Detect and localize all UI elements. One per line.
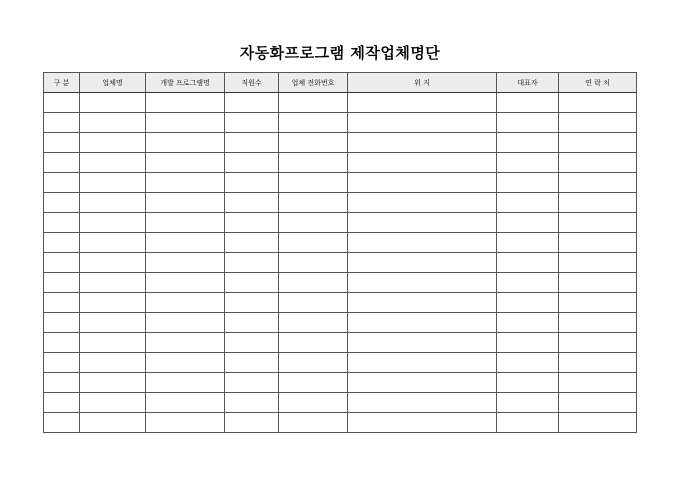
cell-program-name: [146, 373, 225, 393]
cell-company-phone: [279, 253, 348, 273]
cell-program-name: [146, 313, 225, 333]
table-row: [44, 333, 637, 353]
cell-company-phone: [279, 293, 348, 313]
cell-representative: [497, 393, 559, 413]
cell-employee-count: [225, 393, 279, 413]
cell-company-name: [80, 413, 146, 433]
table-row: [44, 233, 637, 253]
table-row: [44, 293, 637, 313]
cell-contact: [559, 253, 637, 273]
column-header-representative: 대표자: [497, 73, 559, 93]
table-row: [44, 173, 637, 193]
column-header-program-name: 개발 프로그램명: [146, 73, 225, 93]
cell-program-name: [146, 193, 225, 213]
table-body: [44, 93, 637, 433]
cell-category: [44, 313, 80, 333]
header-row: [44, 73, 637, 93]
cell-company-name: [80, 313, 146, 333]
table-row: [44, 113, 637, 133]
cell-location: [348, 193, 497, 213]
cell-contact: [559, 273, 637, 293]
cell-representative: [497, 213, 559, 233]
cell-representative: [497, 233, 559, 253]
cell-category: [44, 413, 80, 433]
cell-employee-count: [225, 113, 279, 133]
cell-category: [44, 273, 80, 293]
cell-employee-count: [225, 153, 279, 173]
cell-employee-count: [225, 213, 279, 233]
cell-location: [348, 313, 497, 333]
cell-location: [348, 153, 497, 173]
cell-location: [348, 353, 497, 373]
cell-program-name: [146, 393, 225, 413]
cell-representative: [497, 253, 559, 273]
table-row: [44, 213, 637, 233]
cell-location: [348, 133, 497, 153]
cell-program-name: [146, 353, 225, 373]
cell-category: [44, 373, 80, 393]
cell-contact: [559, 293, 637, 313]
cell-company-name: [80, 233, 146, 253]
cell-company-name: [80, 213, 146, 233]
cell-contact: [559, 153, 637, 173]
cell-contact: [559, 113, 637, 133]
column-header-category: 구 분: [44, 73, 80, 93]
cell-representative: [497, 193, 559, 213]
cell-contact: [559, 173, 637, 193]
cell-program-name: [146, 113, 225, 133]
cell-company-name: [80, 273, 146, 293]
cell-company-phone: [279, 133, 348, 153]
cell-program-name: [146, 233, 225, 253]
cell-representative: [497, 293, 559, 313]
cell-location: [348, 253, 497, 273]
cell-program-name: [146, 253, 225, 273]
cell-representative: [497, 113, 559, 133]
column-header-company-name: 업체명: [80, 73, 146, 93]
table-row: [44, 273, 637, 293]
cell-company-name: [80, 333, 146, 353]
cell-company-name: [80, 93, 146, 113]
cell-representative: [497, 273, 559, 293]
table-row: [44, 133, 637, 153]
cell-category: [44, 93, 80, 113]
cell-category: [44, 113, 80, 133]
company-roster-table: [43, 72, 637, 433]
cell-location: [348, 333, 497, 353]
cell-contact: [559, 233, 637, 253]
cell-contact: [559, 373, 637, 393]
cell-program-name: [146, 173, 225, 193]
cell-company-phone: [279, 193, 348, 213]
cell-representative: [497, 333, 559, 353]
cell-location: [348, 273, 497, 293]
cell-location: [348, 413, 497, 433]
cell-program-name: [146, 93, 225, 113]
cell-company-name: [80, 353, 146, 373]
cell-employee-count: [225, 293, 279, 313]
cell-contact: [559, 213, 637, 233]
cell-location: [348, 173, 497, 193]
cell-employee-count: [225, 253, 279, 273]
cell-company-phone: [279, 313, 348, 333]
cell-contact: [559, 413, 637, 433]
cell-company-phone: [279, 93, 348, 113]
cell-representative: [497, 173, 559, 193]
cell-representative: [497, 353, 559, 373]
cell-company-phone: [279, 113, 348, 133]
cell-company-name: [80, 253, 146, 273]
cell-company-name: [80, 393, 146, 413]
cell-employee-count: [225, 333, 279, 353]
cell-location: [348, 393, 497, 413]
table-row: [44, 393, 637, 413]
cell-contact: [559, 313, 637, 333]
cell-employee-count: [225, 273, 279, 293]
cell-category: [44, 213, 80, 233]
cell-company-phone: [279, 273, 348, 293]
cell-representative: [497, 93, 559, 113]
page-title: 자동화프로그램 제작업체명단: [239, 44, 441, 62]
cell-representative: [497, 313, 559, 333]
cell-program-name: [146, 333, 225, 353]
cell-location: [348, 293, 497, 313]
cell-category: [44, 333, 80, 353]
column-header-employee-count: 직원수: [225, 73, 279, 93]
cell-employee-count: [225, 93, 279, 113]
cell-program-name: [146, 213, 225, 233]
cell-employee-count: [225, 413, 279, 433]
cell-employee-count: [225, 173, 279, 193]
table-row: [44, 253, 637, 273]
column-header-contact: 연 락 처: [559, 73, 637, 93]
column-header-location: 위 지: [348, 73, 497, 93]
cell-category: [44, 133, 80, 153]
cell-representative: [497, 373, 559, 393]
cell-employee-count: [225, 373, 279, 393]
cell-company-name: [80, 153, 146, 173]
cell-employee-count: [225, 193, 279, 213]
table-row: [44, 353, 637, 373]
cell-category: [44, 233, 80, 253]
cell-company-phone: [279, 233, 348, 253]
cell-company-phone: [279, 333, 348, 353]
cell-location: [348, 233, 497, 253]
cell-category: [44, 193, 80, 213]
cell-program-name: [146, 273, 225, 293]
cell-representative: [497, 133, 559, 153]
cell-contact: [559, 393, 637, 413]
cell-category: [44, 393, 80, 413]
cell-company-phone: [279, 213, 348, 233]
cell-program-name: [146, 413, 225, 433]
cell-location: [348, 373, 497, 393]
table-row: [44, 193, 637, 213]
cell-company-name: [80, 193, 146, 213]
cell-employee-count: [225, 353, 279, 373]
cell-contact: [559, 133, 637, 153]
column-header-company-phone: 업체 전화번호: [279, 73, 348, 93]
cell-employee-count: [225, 313, 279, 333]
cell-category: [44, 253, 80, 273]
cell-contact: [559, 353, 637, 373]
cell-company-phone: [279, 353, 348, 373]
cell-contact: [559, 193, 637, 213]
cell-representative: [497, 153, 559, 173]
cell-company-phone: [279, 173, 348, 193]
cell-category: [44, 293, 80, 313]
cell-category: [44, 353, 80, 373]
table-row: [44, 373, 637, 393]
cell-company-name: [80, 133, 146, 153]
table-row: [44, 93, 637, 113]
cell-company-name: [80, 113, 146, 133]
cell-location: [348, 213, 497, 233]
cell-contact: [559, 93, 637, 113]
cell-company-name: [80, 373, 146, 393]
cell-location: [348, 93, 497, 113]
cell-company-name: [80, 293, 146, 313]
cell-program-name: [146, 293, 225, 313]
cell-category: [44, 173, 80, 193]
cell-employee-count: [225, 233, 279, 253]
cell-company-phone: [279, 413, 348, 433]
cell-category: [44, 153, 80, 173]
cell-company-name: [80, 173, 146, 193]
cell-program-name: [146, 133, 225, 153]
cell-location: [348, 113, 497, 133]
cell-company-phone: [279, 373, 348, 393]
table-row: [44, 313, 637, 333]
table-row: [44, 413, 637, 433]
cell-representative: [497, 413, 559, 433]
cell-employee-count: [225, 133, 279, 153]
cell-program-name: [146, 153, 225, 173]
cell-contact: [559, 333, 637, 353]
cell-company-phone: [279, 153, 348, 173]
cell-company-phone: [279, 393, 348, 413]
table-row: [44, 153, 637, 173]
